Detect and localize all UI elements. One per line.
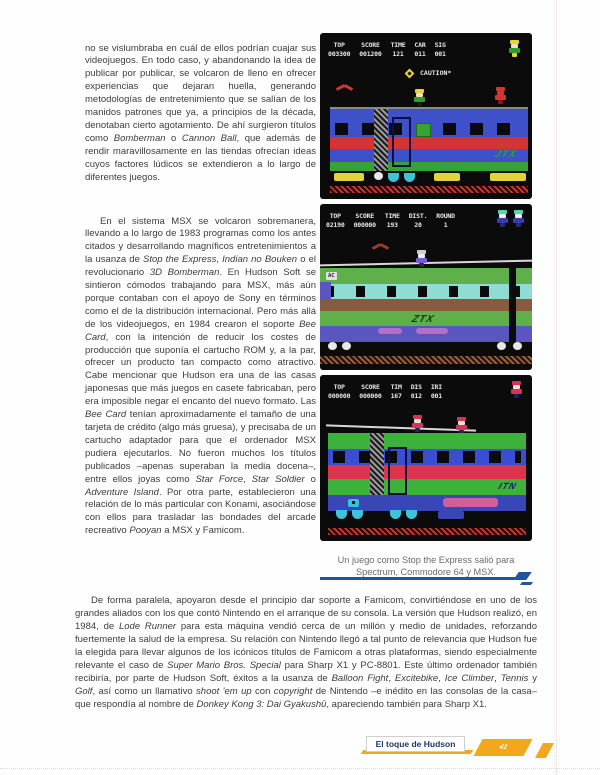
- enemy-sprite: [412, 415, 423, 432]
- hud-col: TIME 193: [384, 212, 400, 229]
- hud-col: DIST. 20: [408, 212, 428, 229]
- figure-c64-screenshot: [320, 204, 532, 370]
- hud-col: SIG 001: [434, 41, 446, 58]
- train-wheel: [342, 342, 351, 350]
- train-bumper: [334, 173, 364, 181]
- paragraph-msx: En el sistema MSX se volcaron sobremanera, llevando a lo largo de 1983 programas como los antes citados y desarrollando magníficos entretenimientos a la usanza de Stop the Express, Indian no Bouken o el revolucionario 3D Bomberman. En Hudson Soft se sintieron cómodos trabajando para MSX, más aún porque contaban con el apoyo de Sony en términos como el de la distribución internacional. Pero más allá de los videojuegos, en 1984 crearon el soporte Bee Card, con la intención de reducir los costes de producción que suponía el cartucho ROM y, a la par, ofrecer un producto tan compacto como atractivo. Cabe mencionar que Hudson era una de las casas japonesas que más juegos en casete fabricaban, pero era imposible negar el encanto del nuevo formato. Las Bee Card tenían aproximadamente el tamaño de una tarjeta de crédito (algo más gruesa), y precisaba de un cartucho adaptador para que el ordenador MSX pudiera ejecutarlos. No fueron muchos los títulos publicados –apenas superaban la media docena–, entre ellos joyas como Star Force, Star Soldier o Adventure Island. Por otra parte, establecieron una relación de lo más particular con Konami, asociándose con ellos para trasladar las bondades del arcade recreativo Pooyan a MSX y Famicom.: [85, 215, 317, 537]
- lives-sprite: [513, 210, 524, 227]
- underframe-blob: [378, 328, 402, 334]
- train-wheel: [352, 510, 363, 519]
- train-wheel: [328, 342, 337, 350]
- player-sprite: [416, 250, 427, 267]
- lives-sprite: [497, 210, 508, 227]
- caution-diamond-icon: [405, 69, 415, 79]
- train-door: [392, 117, 411, 167]
- train-wheel: [388, 173, 399, 182]
- paragraph-famicom: De forma paralela, apoyaron desde el principio dar soporte a Famicom, convirtiéndose en uno de los grandes aliados con los que contó Nintendo en el arranque de su consola. La versión que Hudson realizó, en 1984, de Lode Runner para esta máquina vendió cerca de un millón y medio de unidades, reforzando fuertemente la salud de la empresa. Su relación con Nintendo llegó a tal punto de relevancia que Hudson fue la elegida para llevar algunos de los icónicos títulos de Famicom a otras plataformas, siendo especialmente relevante el caso de Super Mario Bros. Special para Sharp X1 y PC-8801. Este último ordenador también recibiría, por parte de Hudson Soft, éxitos a la usanza de Balloon Fight, Excitebike, Ice Climber, Tennis y Golf, así como un llamativo shoot 'em up con copyright de Nintendo –e inédito en las consolas de la casa– que respondía al nombre de Donkey Kong 3: Dai Gyakushū, apareciendo también para Sharp X1.: [75, 594, 538, 710]
- train-skirt: [328, 495, 526, 511]
- hud-col: SCORE 001200: [359, 41, 382, 58]
- hud-c64: [326, 212, 455, 229]
- caution-label: CAUTION*: [420, 69, 452, 77]
- hud-col: TOP 003300: [328, 41, 351, 58]
- train-window-band: [328, 449, 526, 465]
- train-logo: ZTX: [410, 314, 436, 325]
- hud-col: ROUND 1: [436, 212, 455, 229]
- figure-caption: Un juego como Stop the Express salió para Spectrum, Commodore 64 y MSX.: [337, 555, 515, 577]
- train-skirt: [320, 326, 532, 342]
- window-figure: [416, 123, 431, 137]
- footer-page-number: 41: [473, 739, 532, 756]
- underframe-blob: [416, 328, 448, 334]
- train-stripe: [328, 465, 526, 479]
- hud-col: DIS 012: [410, 383, 422, 400]
- train-wheel: [513, 342, 522, 350]
- train-bumper: [438, 511, 464, 519]
- hud-msx: [328, 41, 446, 58]
- right-crop-guide: [556, 0, 557, 775]
- train-door: [388, 447, 407, 495]
- train-wheel: [374, 172, 383, 180]
- hud-col: TOP 000000: [328, 383, 351, 400]
- train-wheel: [497, 342, 506, 350]
- car-badge: AC: [328, 273, 335, 279]
- train-stripe: [320, 299, 532, 311]
- hud-spectrum: [328, 383, 442, 400]
- bird-sprite: [336, 83, 353, 92]
- enemy-sprite: [495, 87, 506, 104]
- train-cab: [320, 282, 331, 299]
- bottom-crop-guide: [0, 768, 600, 769]
- figure-msx-screenshot: [320, 33, 532, 199]
- train-wheel: [336, 510, 347, 519]
- train-window-band: [320, 284, 532, 299]
- train-wheel: [406, 510, 417, 519]
- carriage-gap: [370, 433, 384, 495]
- underframe-blob: [443, 498, 498, 507]
- lives-sprite: [509, 40, 520, 57]
- carriage-gap: [509, 268, 516, 342]
- train-wheel: [404, 173, 415, 182]
- train-bumper: [434, 173, 460, 181]
- carriage-gap: [374, 109, 388, 171]
- hud-col: IRI 001: [430, 383, 442, 400]
- train-wheel: [390, 510, 401, 519]
- train-skirt: [330, 162, 528, 171]
- lives-sprite: [511, 381, 522, 398]
- footer-section-label: El toque de Hudson: [366, 736, 465, 752]
- figure-spectrum-screenshot: [320, 375, 532, 541]
- rail-track: [328, 528, 526, 535]
- hud-col: SCORE 000000: [359, 383, 382, 400]
- train-logo: ITN: [496, 481, 518, 491]
- hud-col: TIME 121: [390, 41, 406, 58]
- paragraph-intro: no se vislumbraba en cuál de ellos podrían cuajar sus videojuegos. En todo caso, y abandonando la idea de publicar por publicar, se volcaron de lleno en ofrecer experiencias que dejaran huella, generando metodologías de entretenimiento que se salían de los manidos patrones que ya, a principios de la década, denotaban cierto agotamiento. De ahí surgieron títulos como Bomberman o Cannon Ball, que además de rendir maravillosamente en las tiendas ofrecían ideas cuyos factores lúdicos se extendieron a lo largo de diferentes juegos.: [85, 42, 316, 183]
- rail-track: [330, 186, 528, 193]
- bird-sprite: [372, 242, 389, 251]
- hud-col: CAR 011: [414, 41, 426, 58]
- player-sprite: [414, 89, 425, 106]
- rail-track: [320, 356, 532, 364]
- train-car: [328, 433, 526, 511]
- catenary-wire: [326, 424, 476, 431]
- train-stripe: [330, 137, 528, 149]
- train-car: [320, 268, 532, 342]
- enemy-sprite: [456, 417, 467, 434]
- caption-divider-swoosh: [320, 572, 532, 586]
- train-bumper: [490, 173, 526, 181]
- hud-col: TIM 167: [390, 383, 402, 400]
- hud-col: TOP 02190: [326, 212, 345, 229]
- train-logo: JTX: [492, 149, 518, 160]
- train-car: [330, 109, 528, 171]
- hud-col: SCORE 000000: [353, 212, 376, 229]
- coupling-light: [348, 499, 359, 507]
- footer-slash-decoration: [535, 743, 554, 758]
